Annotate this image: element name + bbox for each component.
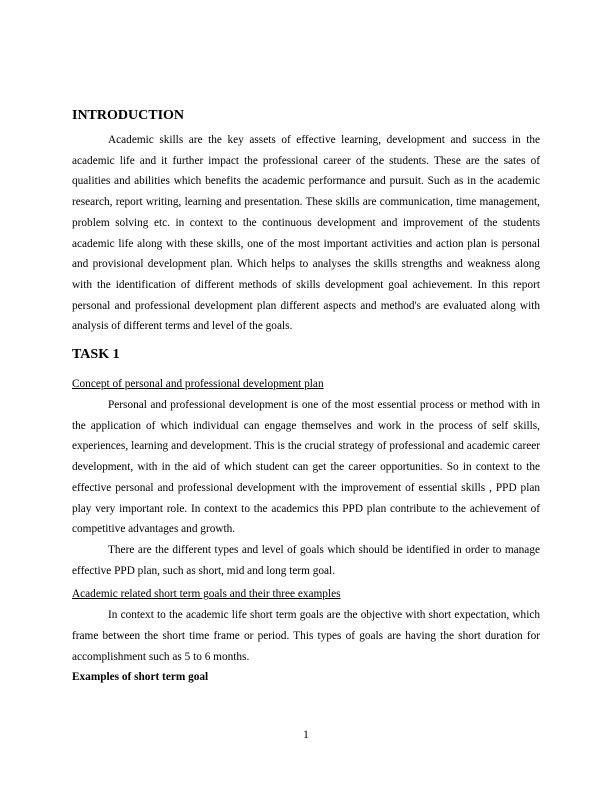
document-page <box>72 106 540 687</box>
examples-heading: Examples of short term goal <box>72 671 209 684</box>
concept-paragraph-2: There are the different types and level of goals which should be identified in order to manage effective PPD plan, such as short, mid and long term goal. <box>72 543 540 577</box>
introduction-heading: INTRODUCTION <box>72 108 185 123</box>
concept-paragraph-1: Personal and professional development is one of the most essential process or method with in the application of which individual can engage themselves and work in the process of self skills, experiences, learning and development. This is the crucial strategy of professional and academic career development, with in the aid of which student can get the career opportunities. So in context to the effective personal and professional development with the improvement of essential skills , PPD plan play very important role. In context to the academics this PPD plan contribute to the achievement of competitive advantages and growth. <box>72 399 540 536</box>
task-1-heading: TASK 1 <box>72 347 120 363</box>
concept-subheading: Concept of personal and professional development plan <box>72 378 324 391</box>
page-number: 1 <box>303 729 309 741</box>
short-term-subheading: Academic related short term goals and their three examples <box>72 588 341 601</box>
introduction-paragraph: Academic skills are the key assets of effective learning, development and success in the academic life and it further impact the professional career of the students. These are the sates of qualities and abilities which benefits the academic performance and pursuit. Such as in the academic research, report writing, learning and presentation. These skills are communication, time management, problem solving etc. in context to the continuous development and improvement of the students academic life along with these skills, one of the most important activities and action plan is personal and provisional development plan. Which helps to analyses the skills strengths and weakness along with the identification of different methods of skills development goal achievement. In this report personal and professional development plan different aspects and method's are evaluated along with analysis of different terms and level of the goals. <box>72 134 540 333</box>
short-term-paragraph: In context to the academic life short term goals are the objective with short expectation, which frame between the short time frame or period. This types of goals are having the short duration for accomplishment such as 5 to 6 months. <box>72 609 540 663</box>
